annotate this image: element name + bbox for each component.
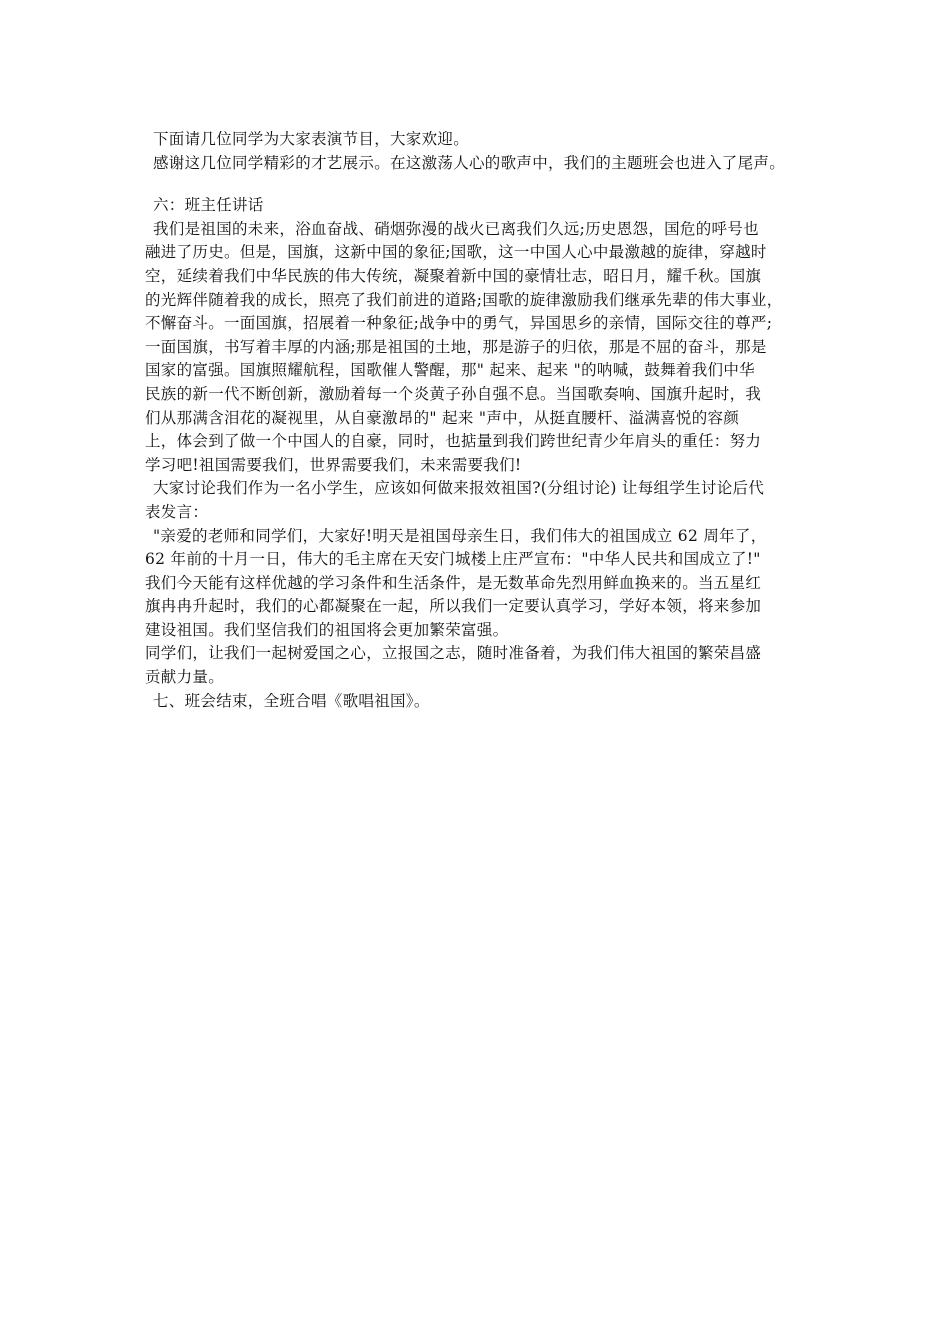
- paragraph-line: 民族的新一代不断创新，激励着每一个炎黄子孙自强不息。当国歌奏响、国旗升起时，我: [145, 384, 762, 403]
- paragraph-line: 我们今天能有这样优越的学习条件和生活条件，是无数革命先烈用鲜血换来的。当五星红: [145, 573, 762, 592]
- paragraph-line: 贡献力量。: [145, 668, 225, 687]
- paragraph-gap: [145, 175, 817, 194]
- paragraph-line: 上，体会到了做一个中国人的自豪，同时，也掂量到我们跨世纪青少年肩头的重任：努力: [145, 432, 762, 451]
- paragraph-line: 们从那满含泪花的凝视里，从自豪激昂的" 起来 "声中，从挺直腰杆、溢满喜悦的容颜: [145, 408, 740, 427]
- paragraph-line: 旗冉冉升起时，我们的心都凝聚在一起，所以我们一定要认真学习，学好本领，将来参加: [145, 597, 762, 616]
- paragraph-line: 大家讨论我们作为一名小学生，应该如何做来报效祖国?(分组讨论) 让每组学生讨论后代: [153, 479, 765, 498]
- paragraph-line: 融进了历史。但是，国旗，这新中国的象征;国歌，这一中国人心中最激越的旋律，穿越时: [145, 243, 767, 262]
- paragraph-line: 国家的富强。国旗照耀航程，国歌催人警醒，那" 起来、起来 "的呐喊，鼓舞着我们中华: [145, 361, 755, 380]
- paragraph-line: 空，延续着我们中华民族的伟大传统，凝聚着新中国的豪情壮志，昭日月，耀千秋。国旗: [145, 266, 762, 285]
- paragraph-line: 一面国旗，书写着丰厚的内涵;那是祖国的土地，那是游子的归依，那是不屈的奋斗，那是: [145, 337, 767, 356]
- paragraph-line: 62 年前的十月一日，伟大的毛主席在天安门城楼上庄严宣布："中华人民共和国成立了!": [145, 550, 761, 569]
- section-heading: 七、班会结束，全班合唱《歌唱祖国》。: [153, 691, 430, 710]
- section-heading: 六：班主任讲话: [153, 196, 264, 215]
- paragraph-line: 学习吧!祖国需要我们，世界需要我们，未来需要我们!: [145, 455, 522, 474]
- paragraph-line: 感谢这几位同学精彩的才艺展示。在这激荡人心的歌声中，我们的主题班会也进入了尾声。: [153, 153, 786, 172]
- paragraph-line: 下面请几位同学为大家表演节目，大家欢迎。: [153, 130, 470, 148]
- document-body: [145, 128, 817, 713]
- paragraph-line: 表发言：: [145, 502, 209, 521]
- paragraph-line: "亲爱的老师和同学们，大家好!明天是祖国母亲生日，我们伟大的祖国成立 62 周年了，: [153, 526, 767, 545]
- paragraph-line: 的光辉伴随着我的成长，照亮了我们前进的道路;国歌的旋律激励我们继承先辈的伟大事业，: [145, 290, 783, 309]
- paragraph-line: 同学们，让我们一起树爱国之心，立报国之志，随时准备着，为我们伟大祖国的繁荣昌盛: [145, 644, 762, 663]
- paragraph-line: 不懈奋斗。一面国旗，招展着一种象征;战争中的勇气，异国思乡的亲情，国际交往的尊严;: [145, 314, 773, 333]
- paragraph-line: 建设祖国。我们坚信我们的祖国将会更加繁荣富强。: [145, 620, 509, 639]
- paragraph-line: 我们是祖国的未来，浴血奋战、硝烟弥漫的战火已离我们久远;历史恩怨，国危的呼号也: [153, 219, 759, 238]
